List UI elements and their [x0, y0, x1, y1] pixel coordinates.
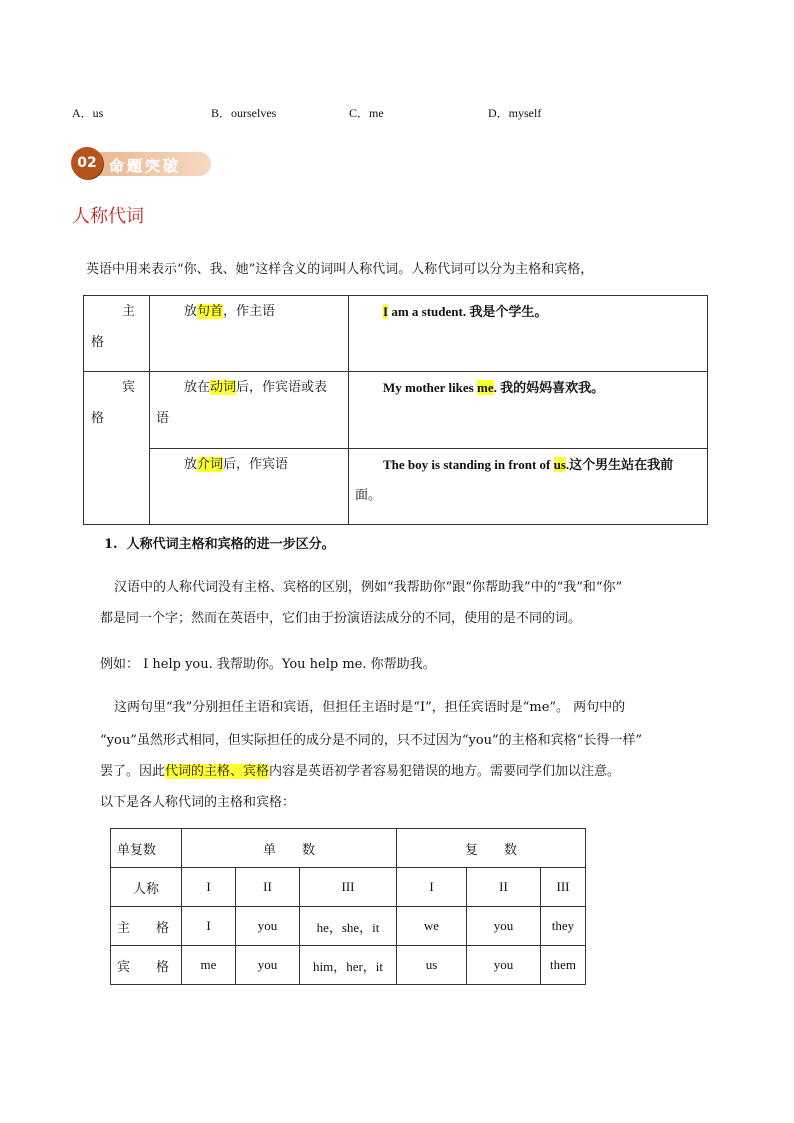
point-text: 人称代词主格和宾格的进一步区分。	[126, 537, 335, 552]
intro-text: 英语中用来表示“你、我、她”这样含义的词叫人称代词。人称代词可以分为主格和宾格，	[86, 262, 594, 277]
table-cell	[150, 296, 349, 372]
example-text-line2: 面。	[355, 488, 382, 503]
table-cell: you	[236, 946, 300, 985]
table-cell	[150, 449, 349, 525]
table-row	[84, 372, 708, 449]
table-cell	[349, 372, 708, 449]
case-usage-table	[83, 295, 708, 525]
table-row	[111, 907, 586, 946]
table-cell: him，her，it	[300, 946, 397, 985]
table-cell	[150, 372, 349, 449]
table-cell	[84, 372, 150, 525]
point-heading	[104, 533, 335, 552]
table-cell: I	[397, 868, 467, 907]
example-line: 例如： I help you. 我帮助你。You help me. 你帮助我。	[100, 657, 436, 672]
paragraph-2-line-4: 以下是各人称代词的主格和宾格：	[100, 795, 296, 810]
example-text: I am a student. 我是个学生。	[383, 304, 548, 319]
paragraph-2-line-2: “you”虽然形式相同，但实际担任的成分是不同的，只不过因为“you”的主格和宾格“长得一样”	[100, 733, 642, 748]
table-cell: III	[300, 868, 397, 907]
objective-label: 宾	[121, 380, 135, 395]
table-cell	[349, 449, 708, 525]
table-cell: I	[182, 907, 236, 946]
option-d: D．myself	[488, 106, 542, 120]
table-row	[84, 449, 708, 525]
table-cell: 人称	[111, 868, 182, 907]
paragraph-2-line-3: 罢了。因此代词的主格、宾格内容是英语初学者容易犯错误的地方。需要同学们加以注意。	[100, 764, 621, 779]
table-cell: us	[397, 946, 467, 985]
table-cell: I	[182, 868, 236, 907]
option-b: B．ourselves	[211, 106, 277, 120]
table-cell: me	[182, 946, 236, 985]
table-cell: they	[541, 907, 586, 946]
example-text: My mother likes me. 我的妈妈喜欢我。	[383, 380, 605, 395]
usage-text: 放在动词后，作宾语或表	[184, 380, 328, 395]
section-banner	[71, 147, 213, 181]
table-cell	[349, 296, 708, 372]
table-row	[111, 946, 586, 985]
section-title: 人称代词	[72, 206, 144, 227]
point-number: 1.	[104, 537, 118, 552]
table-cell: you	[236, 907, 300, 946]
paragraph-1-line-1: 汉语中的人称代词没有主格、宾格的区别，例如“我帮助你”跟“你帮助我”中的“我”和“你”	[114, 580, 623, 595]
usage-text-line2: 语	[156, 411, 170, 426]
objective-label-2: 格	[91, 411, 105, 426]
nominative-label: 主	[121, 304, 135, 319]
usage-text: 放句首，作主语	[184, 304, 276, 319]
table-cell: 主 格	[111, 907, 182, 946]
table-cell: III	[541, 868, 586, 907]
table-cell: you	[467, 907, 541, 946]
table-cell: you	[467, 946, 541, 985]
table-row	[111, 868, 586, 907]
table-cell: 宾 格	[111, 946, 182, 985]
table-cell: II	[236, 868, 300, 907]
pronoun-case-table	[110, 828, 586, 985]
table-cell	[84, 296, 150, 372]
paragraph-2-line-1: 这两句里“我”分别担任主语和宾语，但担任主语时是“I”，担任宾语时是“me”。 两句中的	[114, 700, 626, 715]
banner-title: 命题突破	[109, 157, 182, 175]
nominative-label-2: 格	[91, 335, 105, 350]
table-cell: 单复数	[111, 829, 182, 868]
table-cell: 单 数	[182, 829, 397, 868]
table-row	[84, 296, 708, 372]
banner-number: 02	[71, 147, 103, 179]
example-text: The boy is standing in front of us.这个男生站在我前	[383, 457, 674, 472]
table-cell: II	[467, 868, 541, 907]
option-c: C．me	[349, 106, 384, 120]
table-cell: we	[397, 907, 467, 946]
table-cell: he，she，it	[300, 907, 397, 946]
usage-text: 放介词后，作宾语	[184, 457, 289, 472]
table-row	[111, 829, 586, 868]
table-cell: them	[541, 946, 586, 985]
table-cell: 复 数	[397, 829, 586, 868]
option-a: A．us	[72, 106, 104, 120]
paragraph-1-line-2: 都是同一个字；然而在英语中，它们由于扮演语法成分的不同，使用的是不同的词。	[100, 611, 582, 626]
